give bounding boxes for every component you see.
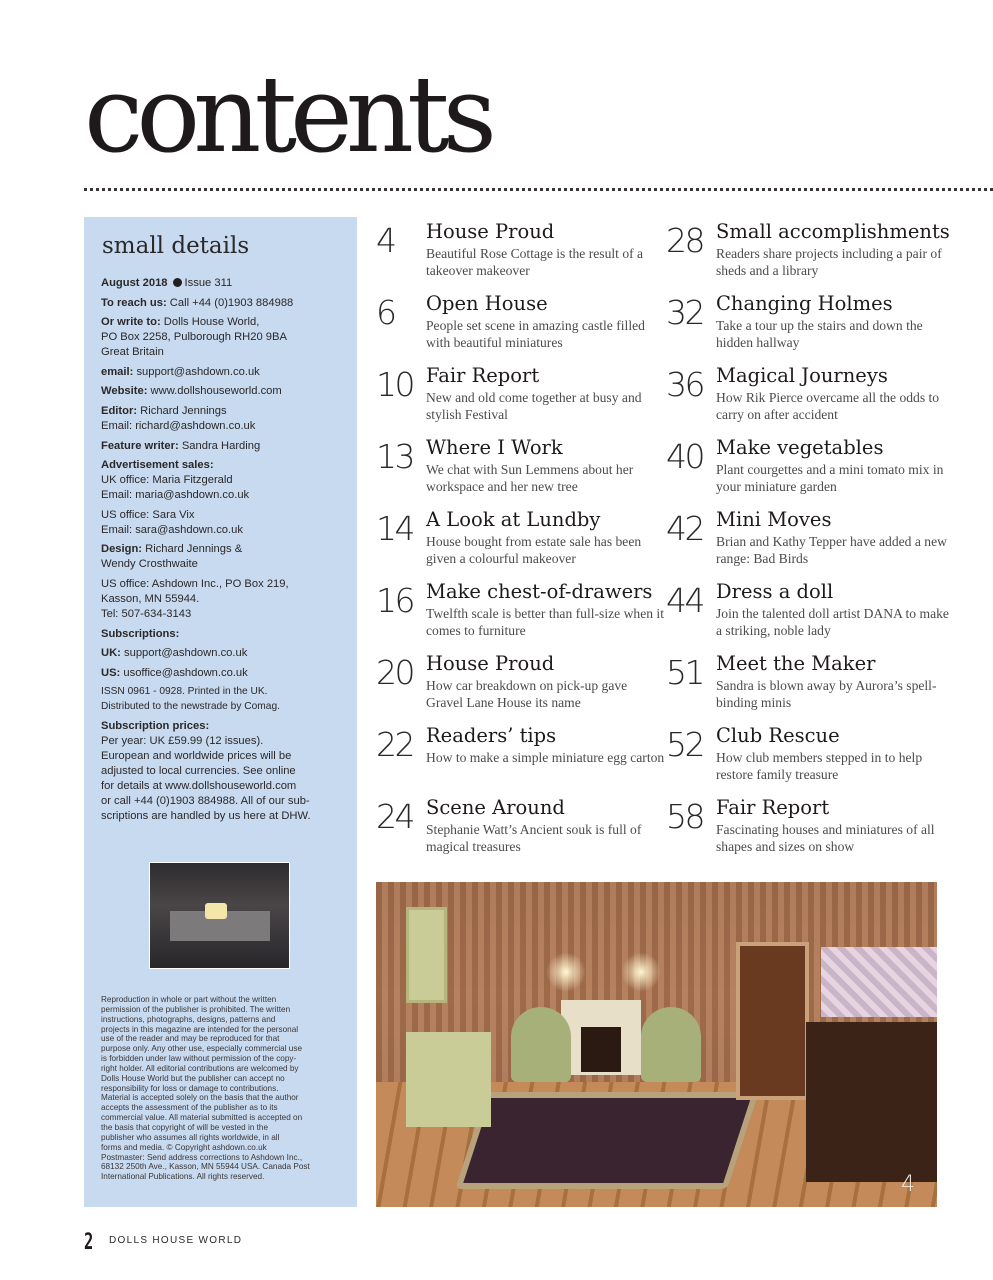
entry-title: Meet the Maker (716, 652, 876, 675)
us-office-email[interactable]: Email: sara@ashdown.co.uk (101, 523, 243, 536)
photo-lamp-glow-right (621, 952, 661, 992)
entry-page-number: 40 (666, 437, 703, 476)
editor-name: Richard Jennings (140, 404, 227, 417)
contents-entry[interactable] (666, 508, 956, 580)
us-tel: Tel: 507-634-3143 (101, 607, 192, 620)
entry-title: Make vegetables (716, 436, 884, 459)
uk-office: UK office: Maria Fitzgerald (101, 474, 233, 487)
entry-description: Sandra is blown away by Aurora’s spell-binding minis (716, 678, 937, 710)
entry-description: People set scene in amazing castle filled with beautiful miniatures (426, 318, 645, 350)
us-office: US office: Sara Vix (101, 508, 195, 521)
design-line1: Richard Jennings & (145, 543, 243, 556)
legal-line: responsibility for loss or damage to contributions. (101, 1083, 279, 1093)
entry-title: Magical Journeys (716, 364, 888, 387)
entry-description: Twelfth scale is better than full-size when it comes to furniture (426, 606, 664, 638)
subs-us-email[interactable]: usoffice@ashdown.co.uk (123, 666, 248, 679)
legal-line: publisher who assumes all rights worldwide, in all (101, 1132, 280, 1142)
entry-description: Beautiful Rose Cottage is the result of a takeover makeover (426, 246, 644, 278)
issn: ISSN 0961 - 0928. (101, 686, 185, 698)
photo-mirror (406, 907, 447, 1003)
photo-kitchen-range (806, 1022, 937, 1182)
contents-entry[interactable] (666, 436, 956, 508)
entry-page-number: 32 (666, 293, 703, 332)
photo-armchair-left (511, 1007, 571, 1082)
entry-description: How to make a simple miniature egg carton (426, 750, 665, 765)
entry-description: Readers share projects including a pair of sheds and a library (716, 246, 942, 278)
entry-title: Scene Around (426, 796, 565, 819)
entry-title: Make chest-of-drawers (426, 580, 653, 603)
page-title: contents (84, 53, 491, 176)
write-label: Or write to: (101, 316, 161, 329)
contents-column-left (376, 220, 666, 868)
contents-entry[interactable] (666, 292, 956, 364)
entry-description: How Rik Pierce overcame all the odds to carry on after accident (716, 390, 940, 422)
entry-page-number: 52 (666, 725, 703, 764)
contents-column-right (666, 220, 956, 868)
contents-entry[interactable] (666, 724, 956, 796)
photo-rug (455, 1092, 759, 1189)
entry-title: A Look at Lundby (426, 508, 601, 531)
subs-uk-label: UK: (101, 647, 121, 660)
contents-entry[interactable] (666, 220, 956, 292)
contents-entry[interactable] (376, 580, 666, 652)
entry-title: Changing Holmes (716, 292, 893, 315)
photo-page-ref: 4 (901, 1172, 915, 1197)
entry-page-number: 13 (376, 437, 413, 476)
feature-name: Sandra Harding (181, 439, 261, 452)
sidebar-photo (149, 862, 290, 969)
entry-description: We chat with Sun Lemmens about her workspace and her new tree (426, 462, 634, 494)
footer-page-number: 2 (84, 1230, 94, 1255)
legal-line: commercial value. All material submitted is accepted on (101, 1113, 303, 1123)
reach-label: To reach us: (101, 296, 167, 309)
photo-lamp (205, 903, 227, 919)
legal-line: Dolls House World but the publisher can accept no (101, 1073, 285, 1083)
entry-title: Fair Report (716, 796, 830, 819)
legal-line: forms and media. © Copyright ashdown.co.uk (101, 1142, 267, 1152)
legal-line: Reproduction in whole or part without the written (101, 995, 277, 1004)
sidebar-details (101, 276, 346, 829)
legal-line: International Publications. All rights reserved. (101, 1172, 265, 1182)
prices-label: Subscription prices: (101, 719, 210, 732)
website-link[interactable]: www.dollshouseworld.com (150, 385, 282, 398)
reach-value: Call +44 (0)1903 884988 (169, 296, 294, 309)
entry-title: Where I Work (426, 436, 563, 459)
entry-title: Dress a doll (716, 580, 834, 603)
entry-page-number: 36 (666, 365, 703, 404)
ads-label: Advertisement sales: (101, 459, 214, 472)
prices-line6: scriptions are handled by us here at DHW. (101, 809, 311, 822)
sidebar-heading: small details (102, 233, 250, 259)
legal-line: Postmaster: Send address corrections to Ashdown Inc., (101, 1152, 303, 1162)
write-line2: PO Box 2258, Pulborough RH20 9BA (101, 331, 287, 344)
entry-description: Join the talented doll artist DANA to make a striking, noble lady (716, 606, 949, 638)
prices-line2: European and worldwide prices will be (101, 749, 292, 762)
contents-entry[interactable] (666, 364, 956, 436)
printed: Printed in the UK. (187, 686, 268, 698)
photo-kitchen-tiles (821, 947, 937, 1017)
legal-line: 68132 250th Ave., Kasson, MN 55944 USA. Canada Post (101, 1162, 310, 1172)
contents-entry[interactable] (666, 652, 956, 724)
entry-page-number: 24 (376, 797, 413, 836)
website-label: Website: (101, 385, 148, 398)
entry-title: Open House (426, 292, 548, 315)
entry-title: Small accomplishments (716, 220, 950, 243)
feature-label: Feature writer: (101, 439, 179, 452)
dollhouse-room-photo (376, 882, 937, 1207)
uk-office-email[interactable]: Email: maria@ashdown.co.uk (101, 489, 250, 502)
entry-description: Stephanie Watt’s Ancient souk is full of magical treasures (426, 822, 642, 854)
entry-description: How car breakdown on pick-up gave Gravel Lane House its name (426, 678, 628, 710)
us-address1: US office: Ashdown Inc., PO Box 219, (101, 577, 289, 590)
contents-entry[interactable] (376, 436, 666, 508)
small-details-sidebar (84, 217, 357, 1207)
design-line2: Wendy Crosthwaite (101, 558, 198, 571)
entry-page-number: 44 (666, 581, 703, 620)
bullet-icon (173, 278, 182, 287)
entry-page-number: 10 (376, 365, 413, 404)
legal-text (101, 995, 336, 1182)
write-line3: Great Britain (101, 346, 164, 359)
entry-page-number: 4 (376, 221, 395, 260)
entry-page-number: 6 (376, 293, 395, 332)
entry-page-number: 14 (376, 509, 413, 548)
legal-line: Material is accepted solely on the basis that the author (101, 1093, 299, 1103)
distributed: Distributed to the newstrade by Comag. (101, 700, 280, 712)
footer-magazine-name: DOLLS HOUSE WORLD (109, 1235, 243, 1246)
entry-page-number: 20 (376, 653, 413, 692)
entry-description: Fascinating houses and miniatures of all shapes and sizes on show (716, 822, 935, 854)
entry-description: Brian and Kathy Tepper have added a new range: Bad Birds (716, 534, 947, 566)
legal-line: accepts the assessment of the publisher as to its (101, 1103, 278, 1113)
contents-entry[interactable] (376, 364, 666, 436)
us-address2: Kasson, MN 55944. (101, 592, 200, 605)
issue-number: Issue 311 (184, 277, 233, 289)
legal-line: the basis that copyright of will be vested in the (101, 1122, 269, 1132)
entry-title: House Proud (426, 652, 555, 675)
prices-line1: Per year: UK £59.99 (12 issues). (101, 734, 264, 747)
entry-title: Club Rescue (716, 724, 840, 747)
entry-page-number: 51 (666, 653, 703, 692)
entry-title: Readers’ tips (426, 724, 557, 747)
contents-entry[interactable] (666, 796, 956, 868)
legal-line: use of the reader and may be reproduced for that (101, 1034, 280, 1044)
entry-description: House bought from estate sale has been given a colourful makeover (426, 534, 642, 566)
legal-line: instructions, photographs, designs, patterns and (101, 1014, 276, 1024)
design-label: Design: (101, 543, 143, 556)
email-link[interactable]: support@ashdown.co.uk (136, 365, 260, 378)
contents-entry[interactable] (376, 724, 666, 796)
entry-page-number: 22 (376, 725, 413, 764)
entry-description: New and old come together at busy and stylish Festival (426, 390, 642, 422)
subs-label: Subscriptions: (101, 627, 180, 640)
entry-description: Plant courgettes and a mini tomato mix in your miniature garden (716, 462, 944, 494)
dotted-divider (84, 188, 993, 191)
issue-date: August 2018 (101, 277, 168, 289)
contents-entry[interactable] (376, 652, 666, 724)
editor-email[interactable]: Email: richard@ashdown.co.uk (101, 419, 256, 432)
legal-line: is forbidden under law without permission of the copy- (101, 1054, 297, 1064)
legal-line: purpose only. Any other use, especially commercial use (101, 1044, 302, 1054)
entry-page-number: 16 (376, 581, 413, 620)
contents-entry[interactable] (376, 508, 666, 580)
contents-entry[interactable] (376, 796, 666, 868)
entry-description: How club members stepped in to help restore family treasure (716, 750, 923, 782)
legal-line: permission of the publisher is prohibited. The written (101, 1004, 291, 1014)
contents-entry[interactable] (376, 220, 666, 292)
email-label: email: (101, 365, 134, 378)
photo-door (736, 942, 809, 1100)
photo-lamp-glow-left (546, 952, 586, 992)
entry-title: Mini Moves (716, 508, 832, 531)
entry-page-number: 42 (666, 509, 703, 548)
contents-entry[interactable] (666, 580, 956, 652)
entry-title: House Proud (426, 220, 555, 243)
entry-description: Take a tour up the stairs and down the hidden hallway (716, 318, 923, 350)
legal-line: projects in this magazine are intended for the personal (101, 1024, 299, 1034)
prices-line4: for details at www.dollshouseworld.com (101, 779, 297, 792)
subs-uk-email[interactable]: support@ashdown.co.uk (124, 647, 248, 660)
prices-line5: or call +44 (0)1903 884988. All of our sub- (101, 794, 310, 807)
photo-armchair-right (641, 1007, 701, 1082)
legal-line: right holder. All editorial contributions are welcomed by (101, 1063, 299, 1073)
prices-line3: adjusted to local currencies. See online (101, 764, 296, 777)
contents-entry[interactable] (376, 292, 666, 364)
editor-label: Editor: (101, 404, 138, 417)
entry-title: Fair Report (426, 364, 540, 387)
photo-fireplace-opening (581, 1027, 621, 1072)
photo-side-table (406, 1032, 491, 1127)
entry-page-number: 58 (666, 797, 703, 836)
subs-us-label: US: (101, 666, 121, 679)
entry-page-number: 28 (666, 221, 703, 260)
write-line1: Dolls House World, (163, 316, 260, 329)
